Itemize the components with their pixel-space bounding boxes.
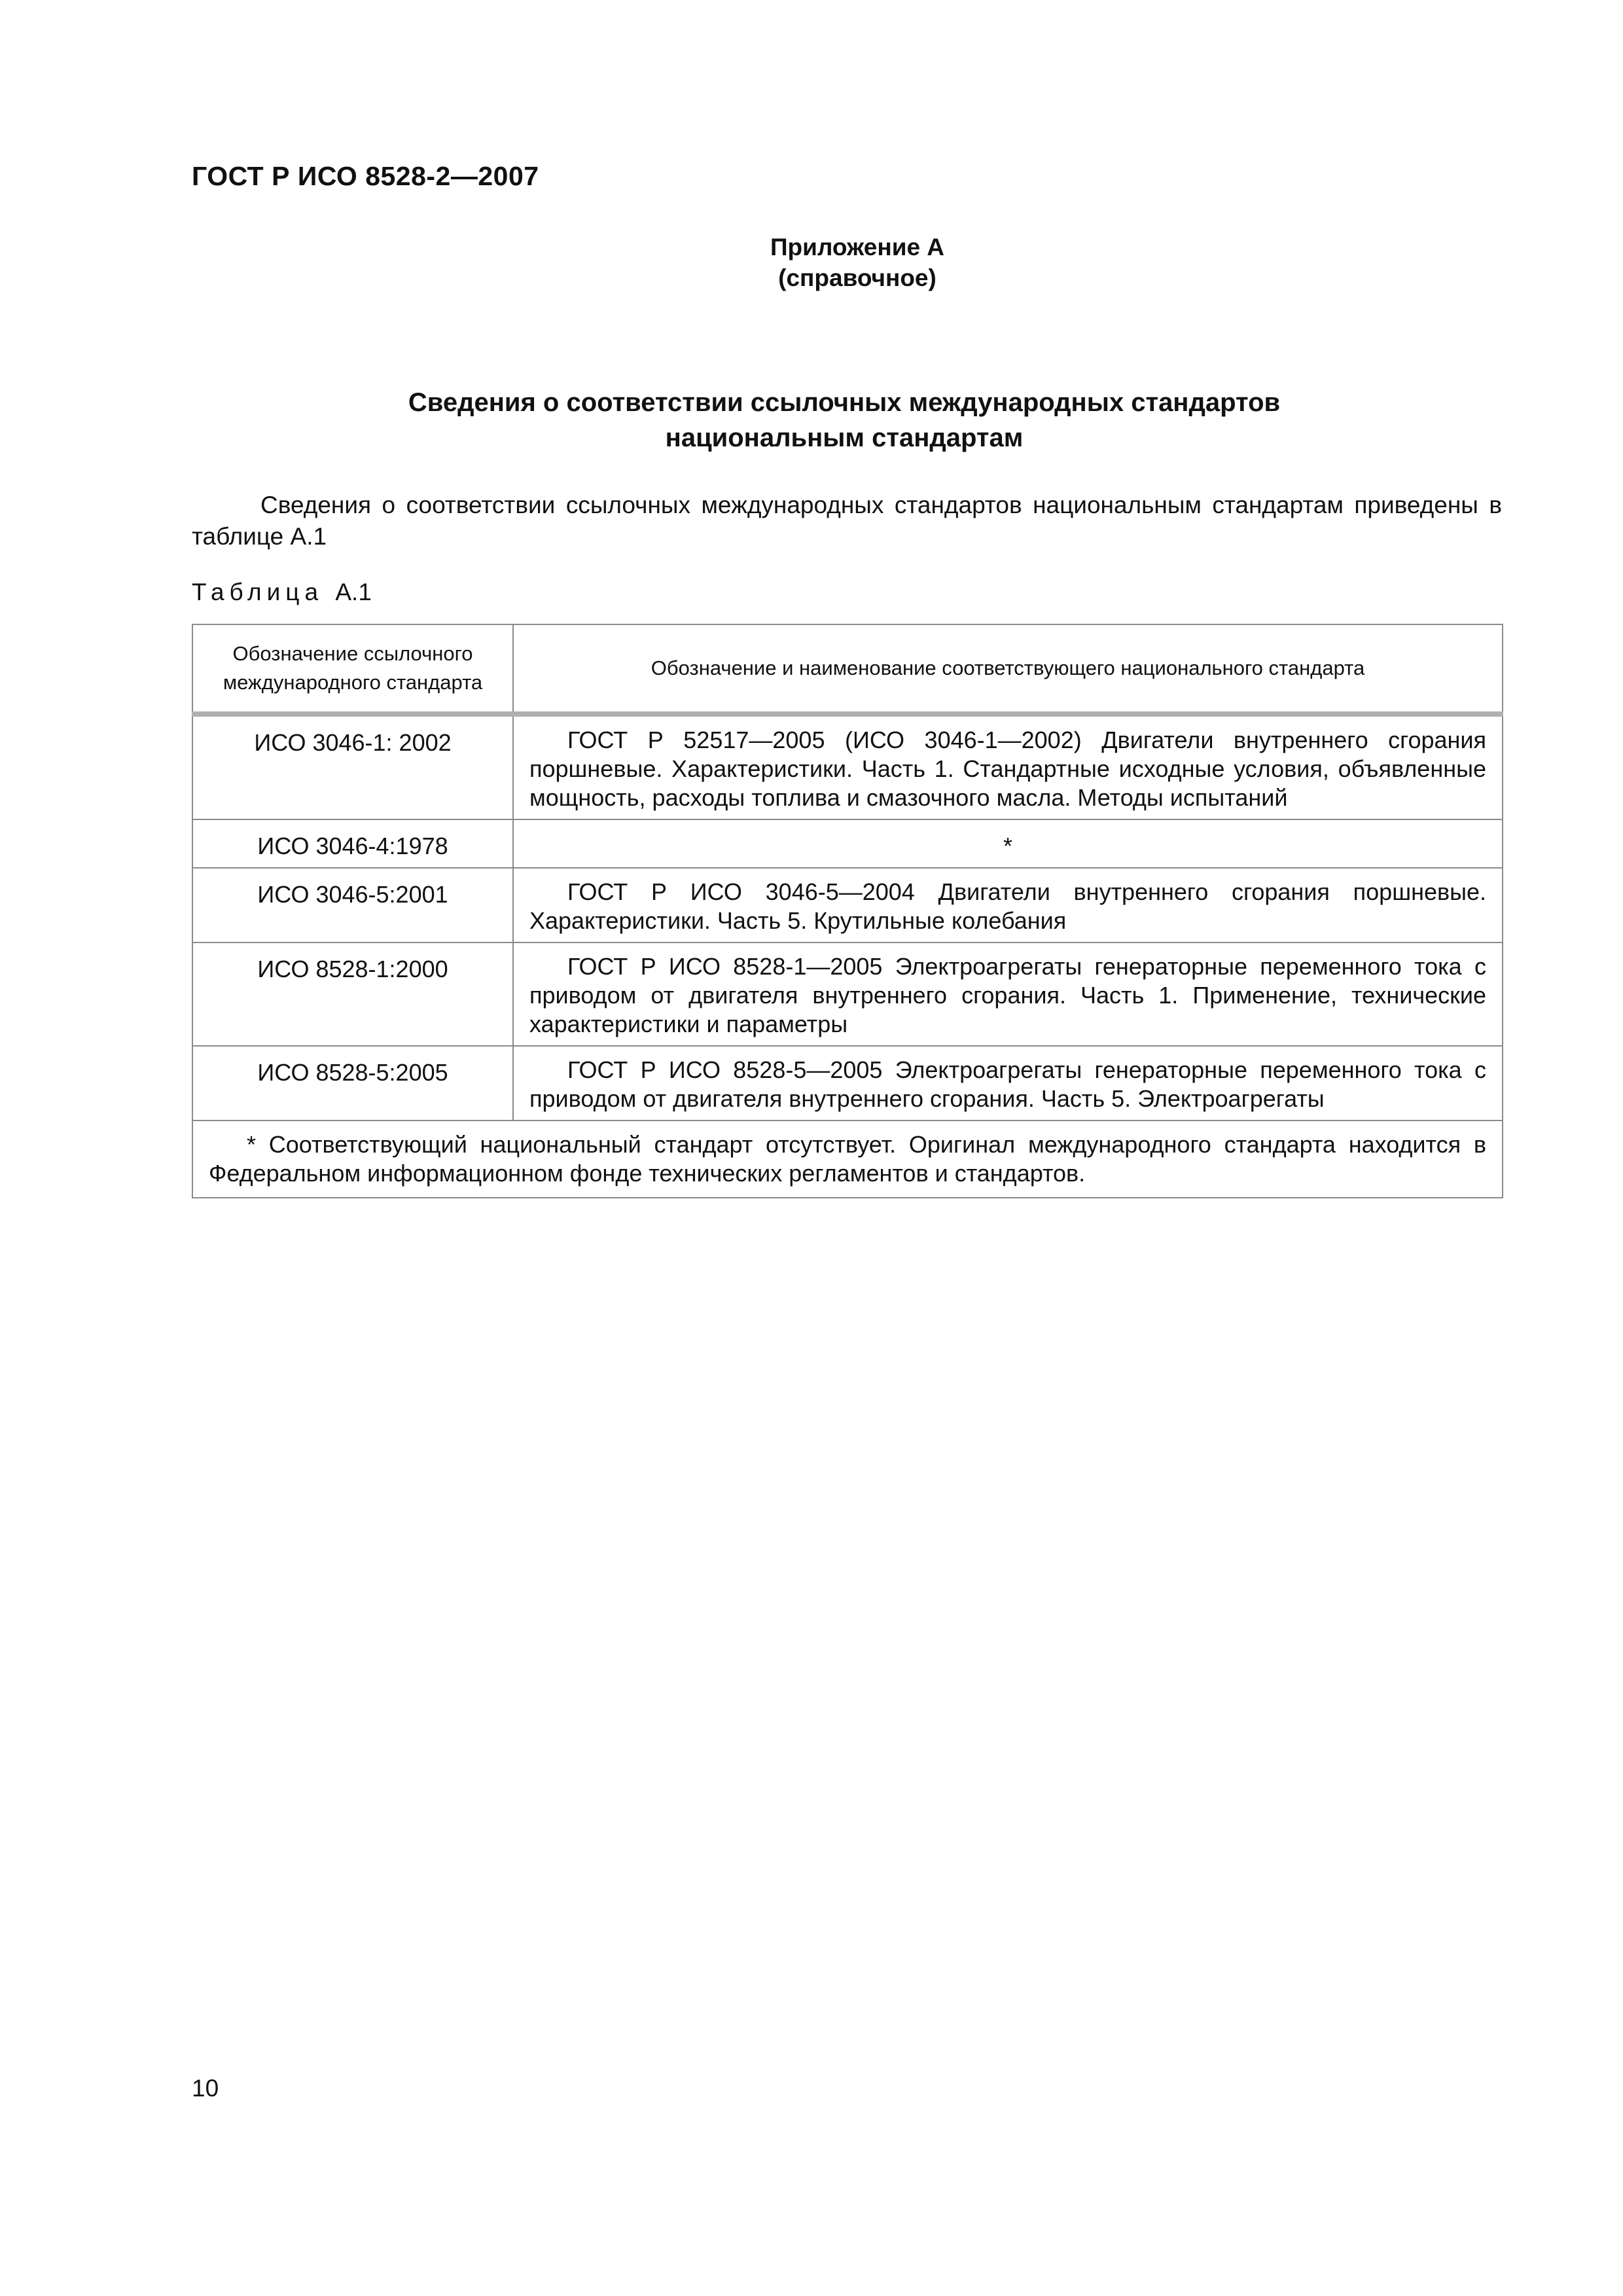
annex-status: (справочное)	[778, 264, 936, 291]
annex-title: Приложение А	[770, 234, 945, 260]
table-row	[192, 868, 1503, 942]
national-standard-cell: *	[513, 819, 1503, 868]
intl-standard-cell: ИСО 3046-4:1978	[192, 819, 513, 868]
national-standard-cell: ГОСТ Р ИСО 3046-5—2004 Двигатели внутреннего сгорания поршневые. Характеристики. Часть 5. Крутильные колебания	[513, 868, 1503, 942]
intl-standard-cell: ИСО 8528-1:2000	[192, 942, 513, 1046]
table-row	[192, 819, 1503, 868]
section-title-line1: Сведения о соответствии ссылочных международных стандартов	[408, 388, 1281, 417]
national-standard-cell: ГОСТ Р 52517—2005 (ИСО 3046-1—2002) Двигатели внутреннего сгорания поршневые. Характеристики. Часть 1. Стандартные исходные условия, объявленные мощность, расходы топлива и смазочного масла. Методы испытаний	[513, 714, 1503, 819]
intl-standard-cell: ИСО 3046-1: 2002	[192, 714, 513, 819]
page-number: 10	[192, 2075, 219, 2102]
national-standard-cell: ГОСТ Р ИСО 8528-1—2005 Электроагрегаты генераторные переменного тока с приводом от двигателя внутреннего сгорания. Часть 1. Применение, технические характеристики и параметры	[513, 942, 1503, 1046]
table-header-row	[192, 624, 1503, 714]
annex-heading	[628, 232, 1086, 293]
intl-standard-cell: ИСО 3046-5:2001	[192, 868, 513, 942]
header-intl-standard: Обозначение ссылочного международного стандарта	[192, 624, 513, 714]
intl-standard-cell: ИСО 8528-5:2005	[192, 1046, 513, 1121]
intro-paragraph: Сведения о соответствии ссылочных международных стандартов национальным стандартам приведены в таблице А.1	[192, 492, 1502, 550]
national-standard-cell: ГОСТ Р ИСО 8528-5—2005 Электроагрегаты генераторные переменного тока с приводом от двигателя внутреннего сгорания. Часть 5. Электроагрегаты	[513, 1046, 1503, 1121]
section-title	[275, 385, 1414, 456]
table-row	[192, 1046, 1503, 1121]
table-caption-number: А.1	[335, 579, 372, 605]
table-footnote-row	[192, 1121, 1503, 1198]
correspondence-table	[192, 624, 1503, 1198]
table-caption	[192, 579, 372, 606]
header-national-standard: Обозначение и наименование соответствующего национального стандарта	[513, 624, 1503, 714]
section-title-line2: национальным стандартам	[665, 423, 1024, 452]
table-row	[192, 942, 1503, 1046]
table-footnote: * Соответствующий национальный стандарт отсутствует. Оригинал международного стандарта находится в Федеральном информационном фонде технических регламентов и стандартов.	[192, 1121, 1503, 1198]
document-id: ГОСТ Р ИСО 8528-2—2007	[192, 161, 539, 191]
table-caption-label: Таблица	[192, 579, 324, 605]
table-row	[192, 714, 1503, 819]
